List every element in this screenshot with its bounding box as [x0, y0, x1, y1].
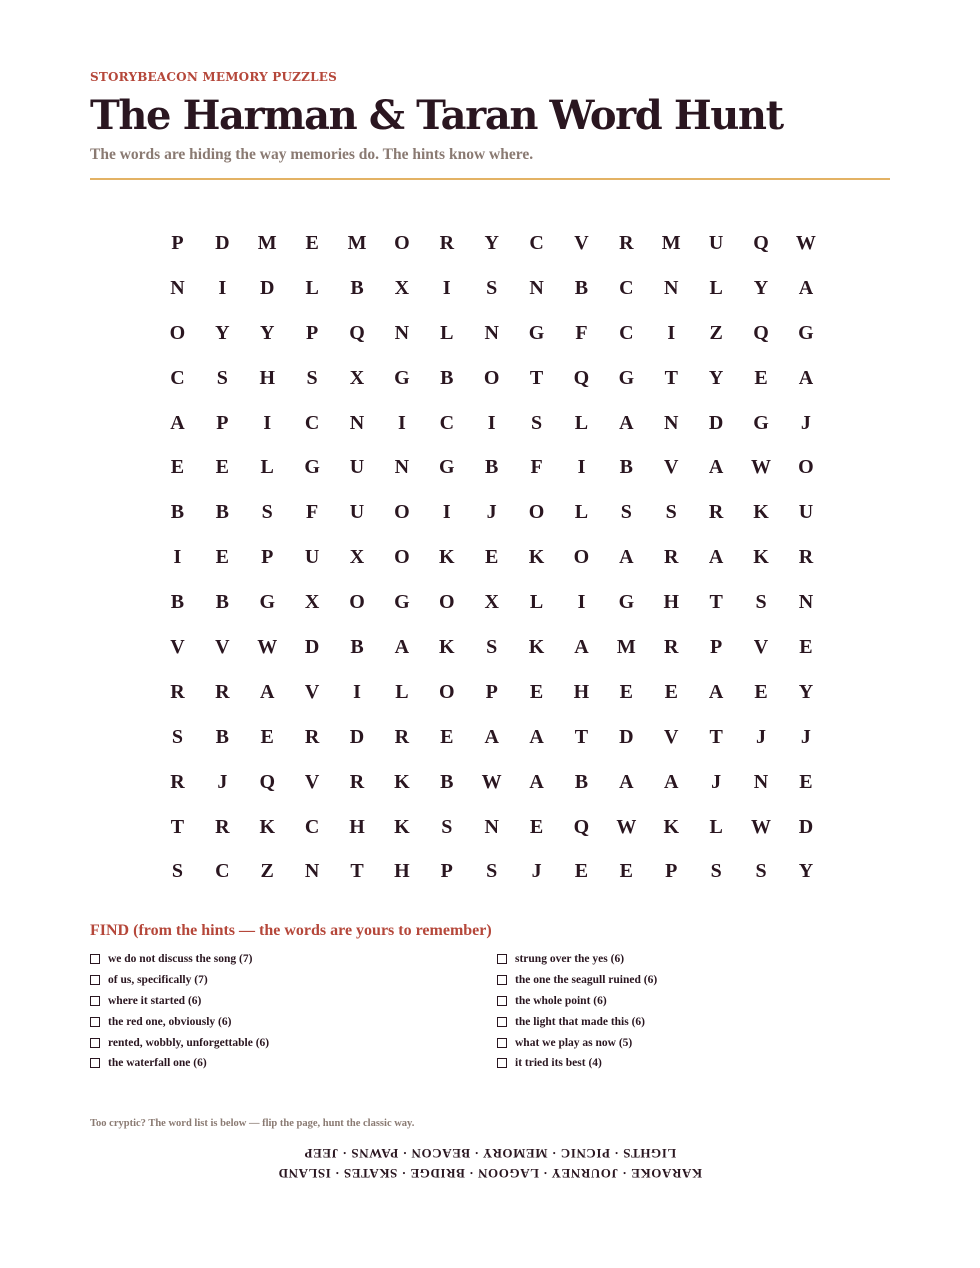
grid-cell[interactable]: T [529, 366, 544, 389]
grid-cell[interactable]: L [709, 815, 723, 838]
grid-cell[interactable]: P [216, 411, 229, 434]
grid-cell[interactable]: X [349, 366, 365, 389]
grid-cell[interactable]: G [259, 591, 275, 614]
grid-cell[interactable]: D [708, 411, 724, 434]
letter-grid [155, 221, 828, 894]
grid-cell[interactable]: O [573, 546, 590, 569]
grid-cell[interactable]: B [215, 591, 229, 614]
hint-label: where it started (6) [108, 994, 202, 1007]
grid-cell[interactable]: A [708, 546, 724, 569]
grid-cell[interactable]: P [171, 231, 184, 254]
grid-cell[interactable]: P [710, 635, 723, 658]
grid-cell[interactable]: J [531, 860, 542, 883]
grid-cell[interactable]: O [349, 591, 365, 614]
hint-item [90, 991, 497, 1012]
grid-cell[interactable]: N [394, 456, 410, 479]
grid-cell[interactable]: J [756, 725, 767, 748]
grid-cell[interactable]: L [709, 276, 723, 299]
grid-cell[interactable]: J [711, 770, 722, 793]
grid-cell[interactable]: P [665, 860, 678, 883]
checkbox[interactable] [497, 996, 507, 1006]
checkbox[interactable] [90, 996, 100, 1006]
grid-cell[interactable]: M [661, 231, 681, 254]
grid-cell[interactable]: Q [259, 770, 275, 793]
grid-cell[interactable]: O [394, 231, 410, 254]
grid-cell[interactable]: T [350, 860, 364, 883]
grid-cell[interactable]: G [798, 321, 814, 344]
grid-cell[interactable]: J [800, 411, 811, 434]
grid-cell[interactable]: W [481, 770, 502, 793]
footnote: Too cryptic? The word list is below — flip the page, hunt the classic way. [90, 1118, 415, 1129]
grid-cell[interactable]: B [440, 366, 454, 389]
grid-cell[interactable]: N [484, 321, 499, 344]
grid-cell[interactable]: A [664, 770, 679, 793]
grid-cell[interactable]: I [442, 276, 451, 299]
grid-cell[interactable]: K [663, 815, 680, 838]
grid-cell[interactable]: E [215, 456, 229, 479]
grid-cell[interactable]: B [215, 501, 229, 524]
grid-cell[interactable]: R [170, 770, 185, 793]
grid-cell[interactable]: N [529, 276, 544, 299]
grid-cell[interactable]: B [574, 770, 589, 793]
grid-cell[interactable]: V [664, 456, 679, 479]
grid-cell[interactable]: I [218, 276, 227, 299]
grid-cell[interactable]: A [484, 725, 499, 748]
grid-cell[interactable]: K [753, 546, 769, 569]
hint-item [90, 1053, 497, 1074]
hint-item [497, 1053, 890, 1074]
grid-cell[interactable]: A [619, 546, 634, 569]
grid-cell[interactable]: A [619, 411, 634, 434]
grid-cell[interactable]: I [263, 411, 272, 434]
grid-cell[interactable]: W [795, 231, 816, 254]
grid-cell[interactable]: P [485, 680, 498, 703]
hint-item [90, 1011, 497, 1032]
grid-cell[interactable]: G [618, 366, 635, 389]
grid-cell[interactable]: E [529, 815, 544, 838]
grid-cell[interactable]: S [171, 725, 183, 748]
grid-cell[interactable]: V [753, 635, 769, 658]
grid-cell[interactable]: B [619, 456, 634, 479]
hint-label: of us, specifically (7) [108, 974, 208, 987]
grid-cell[interactable]: R [619, 231, 634, 254]
grid-cell[interactable]: X [304, 591, 320, 614]
grid-cell[interactable]: T [170, 815, 185, 838]
checkbox[interactable] [497, 975, 507, 985]
grid-cell[interactable]: S [216, 366, 228, 389]
grid-cell[interactable]: R [798, 546, 814, 569]
hint-label: the one the seagull ruined (6) [515, 974, 658, 987]
divider-rule [90, 178, 890, 180]
hint-item [497, 1032, 890, 1053]
grid-cell[interactable]: M [616, 635, 636, 658]
grid-cell[interactable]: U [798, 501, 814, 524]
grid-cell[interactable]: D [304, 635, 320, 658]
grid-cell[interactable]: B [350, 276, 364, 299]
grid-cell[interactable]: W [257, 635, 278, 658]
grid-cell[interactable]: S [306, 366, 318, 389]
grid-cell[interactable]: K [753, 501, 769, 524]
grid-cell[interactable]: O [798, 456, 814, 479]
grid-cell[interactable]: Z [709, 321, 723, 344]
grid-cell[interactable]: G [439, 456, 455, 479]
grid-cell[interactable]: U [349, 456, 365, 479]
grid-cell[interactable]: I [353, 680, 361, 703]
grid-cell[interactable]: K [394, 770, 410, 793]
grid-cell[interactable]: D [215, 231, 230, 254]
checkbox[interactable] [90, 954, 100, 964]
hint-label: the light that made this (6) [515, 1015, 646, 1028]
grid-cell[interactable]: S [755, 860, 767, 883]
grid-cell[interactable]: T [709, 725, 723, 748]
grid-cell[interactable]: F [530, 456, 543, 479]
grid-cell[interactable]: Q [573, 815, 590, 838]
grid-cell[interactable]: E [754, 680, 768, 703]
grid-cell[interactable]: J [217, 770, 228, 793]
grid-cell[interactable]: X [349, 546, 365, 569]
grid-cell[interactable]: G [528, 321, 545, 344]
grid-cell[interactable]: B [574, 276, 589, 299]
grid-cell[interactable]: H [349, 815, 365, 838]
grid-cell[interactable]: F [306, 501, 319, 524]
grid-cell[interactable]: S [486, 860, 498, 883]
grid-cell[interactable]: J [486, 501, 497, 524]
grid-cell[interactable]: S [710, 860, 722, 883]
grid-cell[interactable]: B [350, 635, 364, 658]
grid-cell[interactable]: E [799, 770, 813, 793]
grid-cell[interactable]: C [619, 276, 634, 299]
grid-cell[interactable]: I [667, 321, 676, 344]
grid-cell[interactable]: N [394, 321, 410, 344]
grid-cell[interactable]: U [708, 231, 724, 254]
grid-cell[interactable]: I [442, 501, 451, 524]
grid-cell[interactable]: M [347, 231, 367, 254]
grid-cell[interactable]: O [483, 366, 500, 389]
grid-cell[interactable]: W [616, 815, 637, 838]
grid-cell[interactable]: B [485, 456, 499, 479]
grid-cell[interactable]: E [754, 366, 768, 389]
grid-cell[interactable]: H [663, 591, 680, 614]
grid-cell[interactable]: R [349, 770, 365, 793]
page-title: The Harman & Taran Word Hunt [90, 92, 783, 139]
grid-cell[interactable]: H [394, 860, 410, 883]
hint-label: the whole point (6) [515, 994, 607, 1007]
grid-cell[interactable]: K [528, 546, 545, 569]
grid-cell[interactable]: G [753, 411, 769, 434]
grid-cell[interactable]: Y [708, 366, 724, 389]
grid-cell[interactable]: N [753, 770, 769, 793]
grid-cell[interactable]: K [439, 635, 455, 658]
grid-cell[interactable]: A [529, 770, 544, 793]
grid-cell[interactable]: C [619, 321, 634, 344]
grid-cell[interactable]: A [708, 680, 724, 703]
grid-cell[interactable]: E [529, 680, 544, 703]
hint-label: it tried its best (4) [515, 1057, 602, 1070]
hint-item [90, 970, 497, 991]
grid-cell[interactable]: E [485, 546, 499, 569]
grid-cell[interactable]: S [486, 276, 498, 299]
grid-cell[interactable]: Z [260, 860, 274, 883]
grid-cell[interactable]: E [574, 860, 589, 883]
grid-cell[interactable]: G [394, 591, 410, 614]
grid-cell[interactable]: N [304, 860, 320, 883]
hint-label: rented, wobbly, unforgettable (6) [108, 1036, 270, 1049]
grid-cell[interactable]: E [440, 725, 454, 748]
checkbox[interactable] [90, 1017, 100, 1027]
grid-cell[interactable]: B [170, 501, 185, 524]
grid-cell[interactable]: V [664, 725, 679, 748]
grid-cell[interactable]: N [349, 411, 365, 434]
grid-cell[interactable]: S [665, 501, 677, 524]
grid-cell[interactable]: N [664, 276, 679, 299]
grid-cell[interactable]: A [529, 725, 544, 748]
grid-cell[interactable]: Q [573, 366, 590, 389]
grid-cell[interactable]: R [664, 546, 679, 569]
grid-cell[interactable]: A [798, 366, 814, 389]
hint-item [90, 949, 497, 970]
grid-cell[interactable]: I [577, 591, 586, 614]
grid-cell[interactable]: X [484, 591, 499, 614]
grid-cell[interactable]: K [259, 815, 275, 838]
grid-cell[interactable]: I [487, 411, 496, 434]
grid-cell[interactable]: V [170, 635, 185, 658]
grid-cell[interactable]: S [171, 860, 183, 883]
grid-cell[interactable]: Q [753, 231, 769, 254]
grid-cell[interactable]: A [260, 680, 275, 703]
grid-cell[interactable]: C [304, 815, 320, 838]
grid-cell[interactable]: A [574, 635, 589, 658]
grid-cell[interactable]: L [574, 501, 589, 524]
grid-cell[interactable]: P [440, 860, 453, 883]
grid-cell[interactable]: L [395, 680, 409, 703]
hint-item [497, 970, 890, 991]
grid-cell[interactable]: W [751, 456, 772, 479]
grid-cell[interactable]: Y [260, 321, 275, 344]
answer-key-line: KARAOKE · JOURNEY · LAGOON · BRIDGE · SKATES · ISLAND [277, 1166, 703, 1181]
checkbox[interactable] [90, 1058, 100, 1068]
grid-cell[interactable]: N [798, 591, 814, 614]
grid-cell[interactable]: V [304, 680, 320, 703]
grid-cell[interactable]: G [304, 456, 320, 479]
grid-cell[interactable]: L [574, 411, 589, 434]
grid-cell[interactable]: O [169, 321, 186, 344]
hint-item [90, 1032, 497, 1053]
hint-label: the waterfall one (6) [108, 1057, 207, 1070]
grid-cell[interactable]: E [260, 725, 274, 748]
checkbox[interactable] [497, 954, 507, 964]
grid-cell[interactable]: E [619, 680, 634, 703]
checkbox[interactable] [497, 1038, 507, 1048]
grid-cell[interactable]: O [439, 591, 455, 614]
grid-cell[interactable]: S [531, 411, 543, 434]
hint-label: the red one, obviously (6) [108, 1015, 232, 1028]
grid-cell[interactable]: R [708, 501, 724, 524]
hint-label: strung over the yes (6) [515, 953, 625, 966]
grid-cell[interactable]: M [257, 231, 277, 254]
grid-cell[interactable]: O [528, 501, 545, 524]
grid-cell[interactable]: S [441, 815, 453, 838]
grid-cell[interactable]: N [170, 276, 185, 299]
grid-cell[interactable]: R [439, 231, 455, 254]
grid-cell[interactable]: C [170, 366, 185, 389]
grid-cell[interactable]: R [215, 815, 230, 838]
grid-cell[interactable]: O [394, 546, 410, 569]
grid-cell[interactable]: A [619, 770, 634, 793]
grid-cell[interactable]: H [573, 680, 590, 703]
grid-cell[interactable]: C [439, 411, 455, 434]
grid-cell[interactable]: L [440, 321, 454, 344]
grid-cell[interactable]: E [170, 456, 185, 479]
hint-item [497, 1011, 890, 1032]
grid-cell[interactable]: U [349, 501, 365, 524]
grid-cell[interactable]: X [394, 276, 410, 299]
grid-cell[interactable]: S [261, 501, 273, 524]
grid-cell[interactable]: E [664, 680, 678, 703]
grid-cell[interactable]: Q [753, 321, 769, 344]
grid-cell[interactable]: B [170, 591, 185, 614]
grid-cell[interactable]: D [349, 725, 365, 748]
grid-cell[interactable]: E [305, 231, 319, 254]
grid-cell[interactable]: V [574, 231, 589, 254]
grid-cell[interactable]: G [618, 591, 635, 614]
answer-key [90, 1143, 890, 1183]
find-heading: FIND (from the hints — the words are yours to remember) [90, 922, 492, 939]
grid-cell[interactable]: T [709, 591, 723, 614]
grid-cell[interactable]: A [708, 456, 724, 479]
grid-cell[interactable]: N [484, 815, 499, 838]
hint-label: what we play as now (5) [515, 1036, 633, 1049]
grid-cell[interactable]: D [619, 725, 634, 748]
grid-cell[interactable]: S [620, 501, 632, 524]
hint-item [497, 949, 890, 970]
grid-cell[interactable]: N [664, 411, 679, 434]
grid-cell[interactable]: A [394, 635, 410, 658]
grid-cell[interactable]: O [394, 501, 410, 524]
grid-cell[interactable]: A [170, 411, 185, 434]
hint-label: we do not discuss the song (7) [108, 953, 253, 966]
grid-cell[interactable]: S [486, 635, 498, 658]
grid-cell[interactable]: H [259, 366, 275, 389]
grid-cell[interactable]: R [304, 725, 320, 748]
grid-cell[interactable]: D [260, 276, 275, 299]
grid-cell[interactable]: S [755, 591, 767, 614]
grid-cell[interactable]: K [394, 815, 410, 838]
grid-cell[interactable]: F [575, 321, 588, 344]
grid-cell[interactable]: I [398, 411, 406, 434]
grid-cell[interactable]: K [439, 546, 455, 569]
grid-cell[interactable]: O [439, 680, 455, 703]
grid-cell[interactable]: G [394, 366, 410, 389]
grid-cell[interactable]: D [798, 815, 814, 838]
grid-cell[interactable]: C [215, 860, 230, 883]
grid-cell[interactable]: L [260, 456, 274, 479]
checkbox[interactable] [90, 975, 100, 985]
grid-cell[interactable]: T [574, 725, 589, 748]
grid-cell[interactable]: C [304, 411, 320, 434]
grid-cell[interactable]: K [528, 635, 545, 658]
grid-cell[interactable]: I [577, 456, 586, 479]
grid-cell[interactable]: Q [349, 321, 365, 344]
grid-cell[interactable]: L [529, 591, 544, 614]
grid-cell[interactable]: R [394, 725, 410, 748]
grid-cell[interactable]: V [215, 635, 230, 658]
checkbox[interactable] [90, 1038, 100, 1048]
grid-cell[interactable]: Y [753, 276, 769, 299]
grid-cell[interactable]: R [664, 635, 679, 658]
grid-cell[interactable]: R [170, 680, 185, 703]
hint-list [90, 949, 890, 1074]
grid-cell[interactable]: J [800, 725, 811, 748]
grid-cell[interactable]: Y [798, 860, 814, 883]
grid-cell[interactable]: A [798, 276, 814, 299]
page-subtitle: The words are hiding the way memories do. The hints know where. [90, 146, 534, 163]
grid-cell[interactable]: V [304, 770, 320, 793]
grid-cell[interactable]: Y [215, 321, 230, 344]
checkbox[interactable] [497, 1058, 507, 1068]
grid-cell[interactable]: I [173, 546, 182, 569]
grid-cell[interactable]: W [751, 815, 772, 838]
grid-cell[interactable]: E [215, 546, 229, 569]
answer-key-line: LIGHTS · PICNIC · MEMORY · BEACON · PAWNS · JEEP [303, 1146, 677, 1161]
grid-cell[interactable]: P [306, 321, 319, 344]
brand-label: STORYBEACON MEMORY PUZZLES [90, 70, 337, 84]
grid-cell[interactable]: B [440, 770, 454, 793]
grid-cell[interactable]: P [261, 546, 274, 569]
grid-cell[interactable]: E [619, 860, 634, 883]
grid-cell[interactable]: T [664, 366, 678, 389]
checkbox[interactable] [497, 1017, 507, 1027]
grid-cell[interactable]: U [304, 546, 320, 569]
grid-cell[interactable]: C [529, 231, 544, 254]
grid-cell[interactable]: R [215, 680, 230, 703]
grid-cell[interactable]: B [215, 725, 229, 748]
grid-cell[interactable]: L [305, 276, 319, 299]
hint-item [497, 991, 890, 1012]
grid-cell[interactable]: Y [798, 680, 814, 703]
grid-cell[interactable]: E [799, 635, 813, 658]
grid-cell[interactable]: Y [484, 231, 499, 254]
